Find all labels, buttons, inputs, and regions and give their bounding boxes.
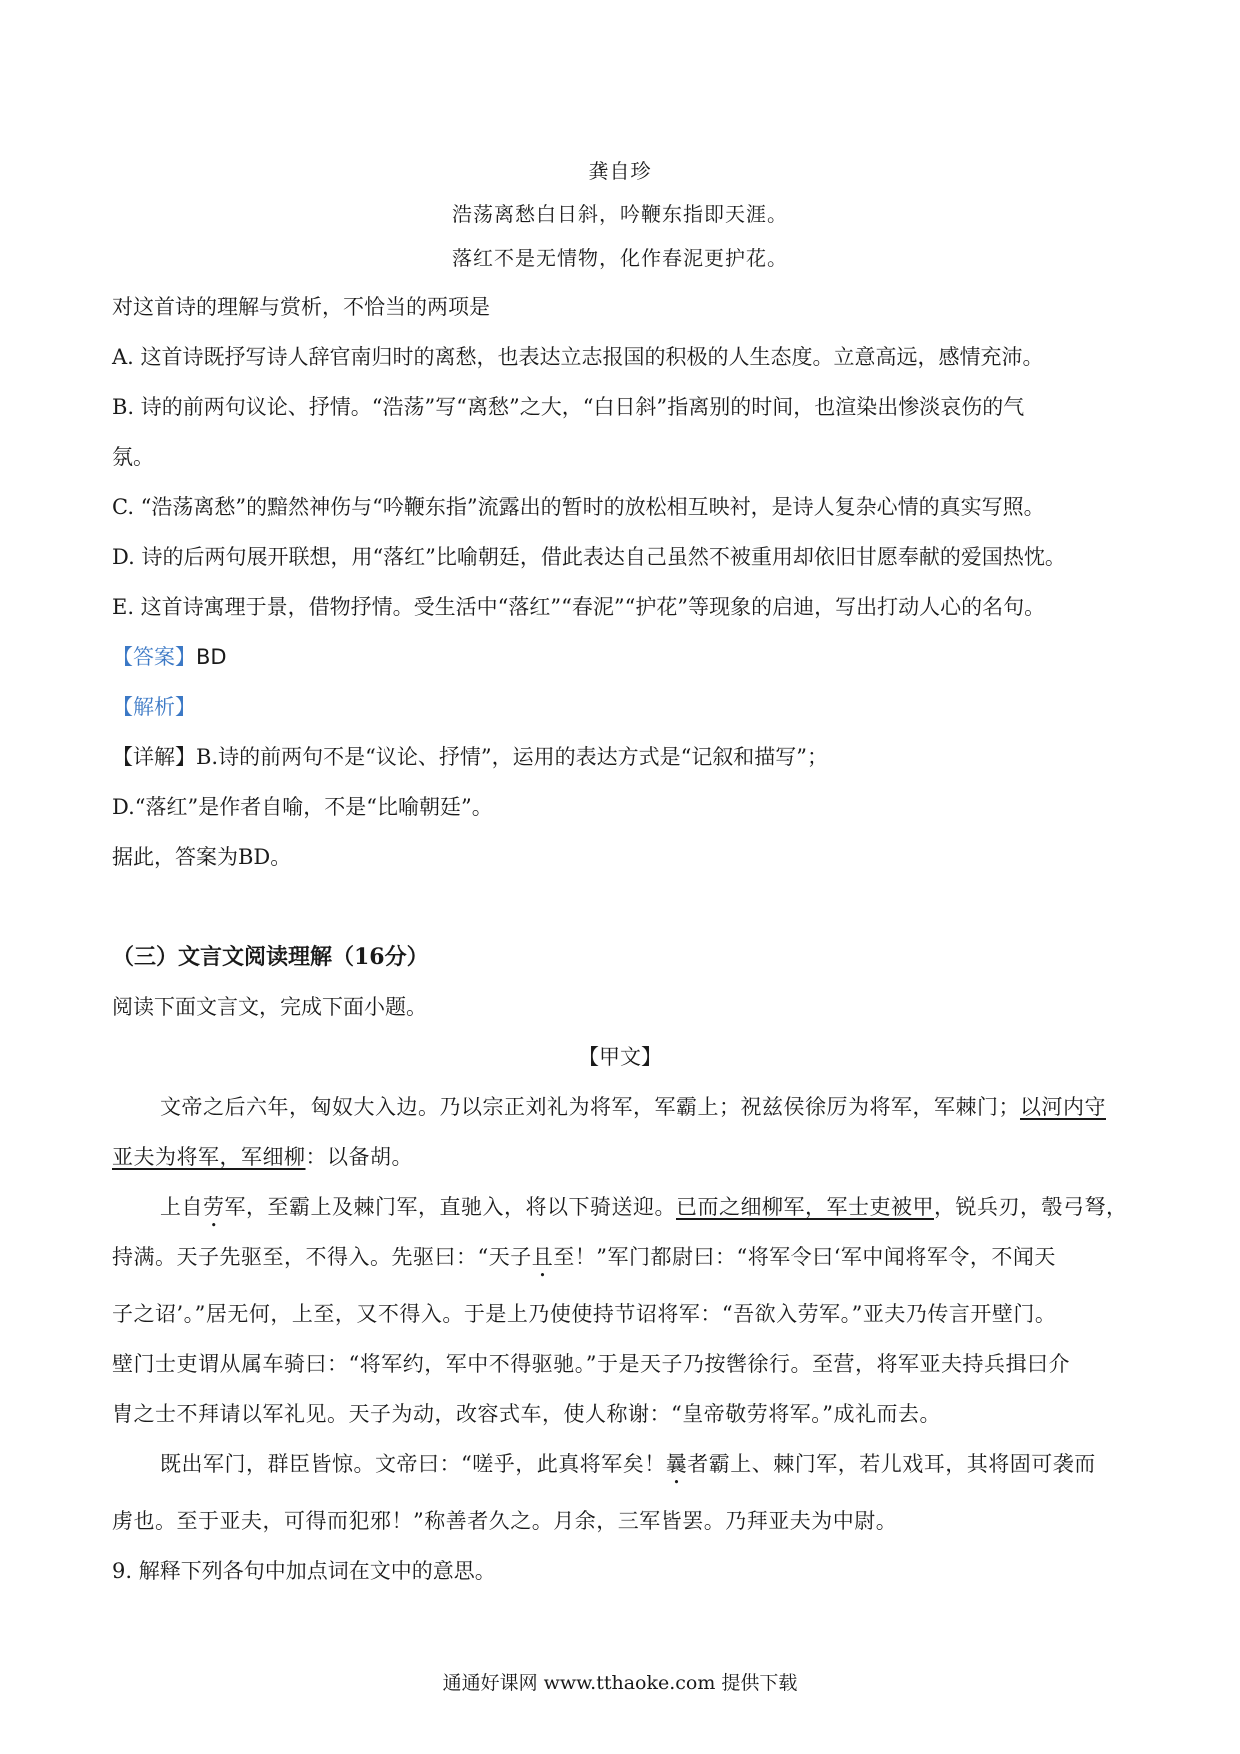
page-footer: 通通好课网 www.tthaoke.com 提供下载 [442,1672,798,1694]
passage-p2-line-5: 胄之士不拜请以军礼见。天子为动，改容式车，使人称谢：“皇帝敬劳将军。”成礼而去。 [112,1402,941,1426]
question-9: 9. 解释下列各句中加点词在文中的意思。 [112,1559,496,1583]
detail-line-2: D.“落红”是作者自喻，不是“比喻朝廷”。 [112,795,493,819]
poem-line-2: 落红不是无情物，化作春泥更护花。 [452,246,788,270]
passage-text: 至！”军门都尉曰：“将军令曰‘军中闻将军令，不闻天 [553,1245,1056,1269]
passage-text: ：以备胡。 [305,1145,413,1169]
question-stem: 对这首诗的理解与赏析，不恰当的两项是 [112,295,490,319]
passage-p2-line-1 [160,1192,1140,1232]
passage-p2-line-4: 壁门士吏谓从属车骑曰：“将军约，军中不得驱驰。”于是天子乃按辔徐行。至营，将军亚夫持兵揖曰介 [112,1352,1070,1376]
detail-line-3: 据此，答案为BD。 [112,845,292,869]
passage-text: 军，至霸上及棘门军，直驰入，将以下骑送迎。 [224,1195,676,1219]
passage-p2-line-3: 子之诏’。”居无何，上至，又不得入。于是上乃使使持节诏将军：“吾欲入劳军。”亚夫乃传言开壁门。 [112,1302,1057,1326]
passage-p3-line-1 [160,1449,1140,1489]
analysis-tag: 【解析】 [112,695,196,719]
underlined-sentence: 亚夫为将军，军细柳 [112,1145,306,1169]
detail-line-1: 【详解】B.诗的前两句不是“议论、抒情”，运用的表达方式是“记叙和描写”； [112,745,829,769]
answer-tag: 【答案】 [112,645,196,669]
passage-p2-line-2 [112,1242,1140,1282]
passage-text: 者霸上、棘门军，若儿戏耳，其将固可袭而 [687,1452,1096,1476]
passage-p1-line-2 [112,1142,1140,1172]
passage-text: 文帝之后六年，匈奴大入边。乃以宗正刘礼为将军，军霸上；祝兹侯徐厉为将军，军棘门； [160,1095,1020,1119]
passage-p1-line-1 [160,1092,1140,1122]
passage-text: ，锐兵刃，彀弓弩， [934,1195,1128,1219]
section-heading: （三）文言文阅读理解（16分） [112,944,429,970]
option-b-line-2: 氛。 [112,445,154,469]
passage-p3-line-2: 虏也。至于亚夫，可得而犯邪！”称善者久之。月余，三军皆罢。乃拜亚夫为中尉。 [112,1509,898,1533]
option-a: A. 这首诗既抒写诗人辞官南归时的离愁，也表达立志报国的积极的人生态度。立意高远，感情充沛。 [112,345,1044,369]
option-c: C. “浩荡离愁”的黯然神伤与“吟鞭东指”流露出的暂时的放松相互映衬，是诗人复杂心情的真实写照。 [112,495,1045,519]
section-instruction: 阅读下面文言文，完成下面小题。 [112,995,427,1019]
answer-value: BD [196,645,227,669]
passage-text: 上自 [160,1195,203,1219]
underlined-sentence: 以河内守 [1020,1095,1106,1119]
answer-line [112,642,1140,672]
dotted-word: 且 [531,1245,554,1269]
option-e: E. 这首诗寓理于景，借物抒情。受生活中“落红”“春泥”“护花”等现象的启迪，写出打动人心的名句。 [112,595,1046,619]
poem-author: 龚自珍 [588,159,652,183]
passage-text: 持满。天子先驱至，不得入。先驱曰：“天子 [112,1245,532,1269]
dotted-word: 劳 [203,1195,225,1219]
option-b-line-1: B. 诗的前两句议论、抒情。“浩荡”写“离愁”之大，“白日斜”指离别的时间，也渲染出惨淡哀伤的气 [112,395,1025,419]
option-d: D. 诗的后两句展开联想，用“落红”比喻朝廷，借此表达自己虽然不被重用却依旧甘愿奉献的爱国热忱。 [112,545,1066,569]
dotted-word: 曩 [665,1452,688,1476]
poem-line-1: 浩荡离愁白日斜，吟鞭东指即天涯。 [452,202,788,226]
passage-text: 既出军门，群臣皆惊。文帝曰：“嗟乎，此真将军矣！ [160,1452,666,1476]
passage-title: 【甲文】 [578,1045,662,1069]
underlined-sentence: 已而之细柳军，军士吏被甲 [676,1195,934,1219]
